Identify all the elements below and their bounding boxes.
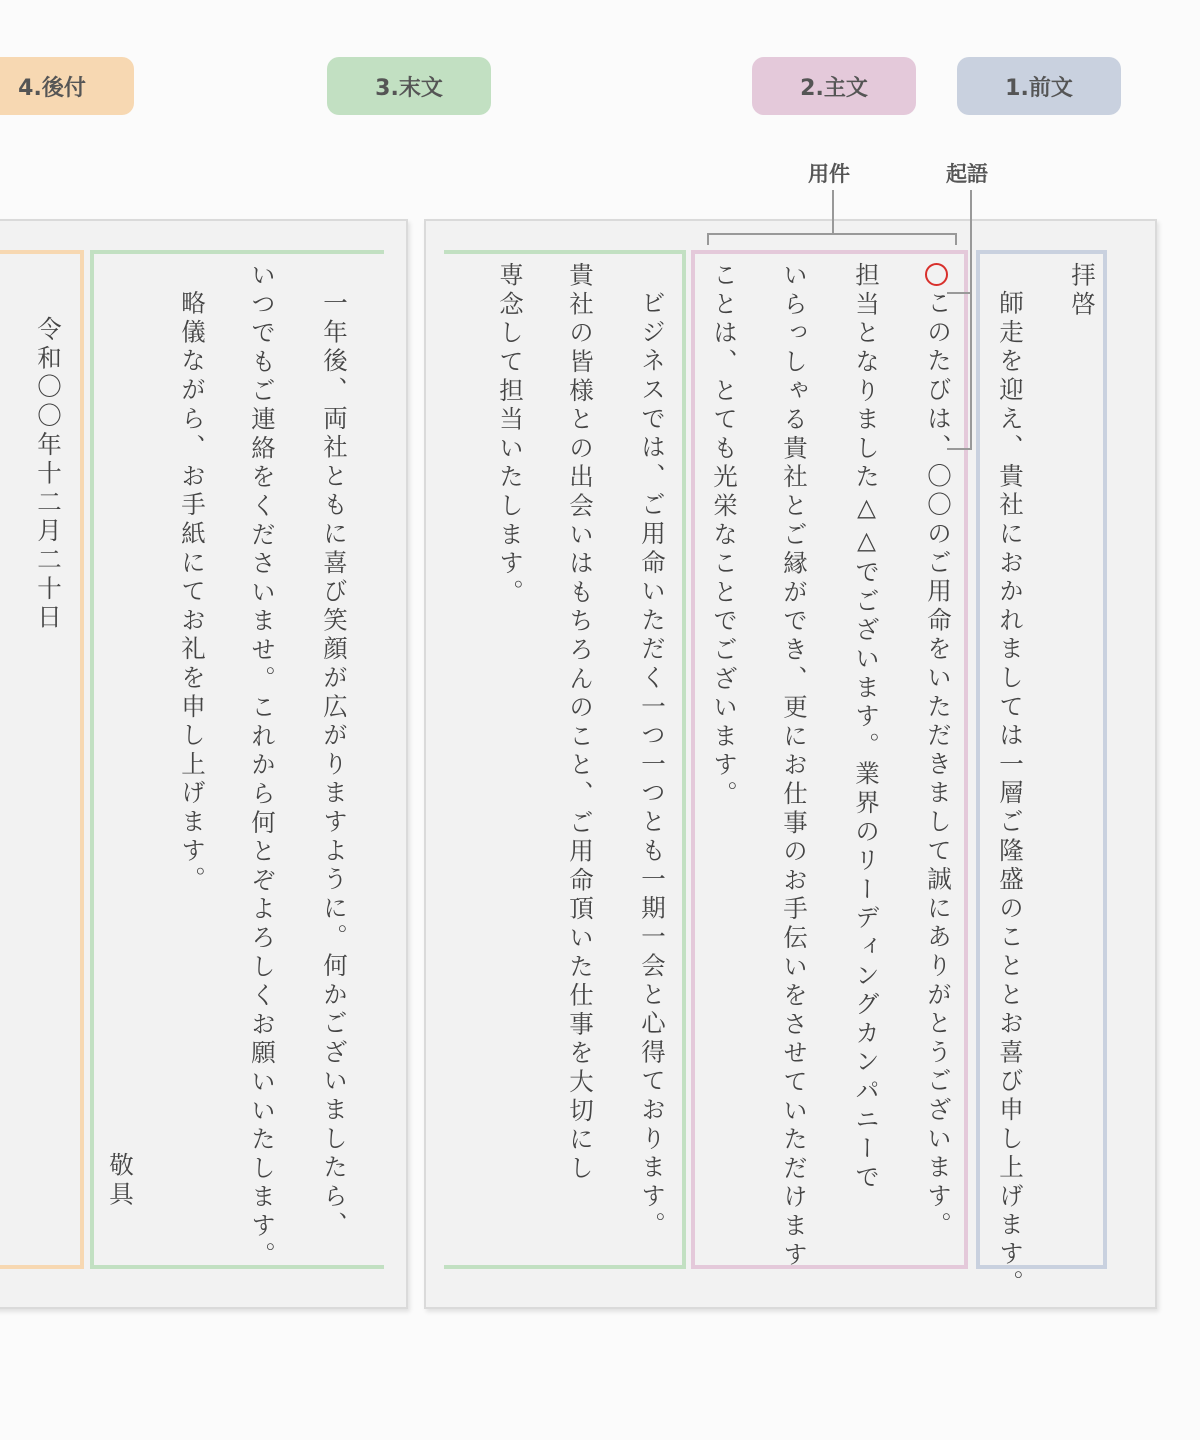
tag-shubun: 2.主文 — [752, 57, 916, 115]
label-youken: 用件 — [808, 162, 850, 186]
shubun-line-2: 担当となりました△△でございます。業界のリーディングカンパニーで — [852, 262, 881, 1193]
zenbun-text: 師走を迎え、貴社におかれましては一層ご隆盛のこととお喜び申し上げます。 — [996, 290, 1025, 1298]
shubun-line-4: ことは、とても光栄なことでございます。 — [710, 262, 739, 810]
matsubun-line-5: いつでもご連絡をくださいませ。これから何とぞよろしくお願いいたします。 — [248, 262, 277, 1270]
youken-bracket — [707, 233, 957, 245]
tag-zenbun: 1.前文 — [957, 57, 1121, 115]
matsubun-line-6: 略儀ながら、お手紙にてお礼を申し上げます。 — [178, 290, 207, 895]
matsubun-line-3: 専念して担当いたします。 — [496, 262, 525, 608]
matsubun-line-1: ビジネスでは、ご用命いただく一つ一つとも一期一会と心得ております。 — [638, 290, 667, 1241]
haikei-text: 拝啓 — [1068, 262, 1097, 320]
shubun-line-1: このたびは、〇〇のご用命をいただきまして誠にありがとうございます。 — [924, 290, 953, 1241]
youken-stem — [832, 190, 834, 233]
tag-atozuke: 4.後付 — [0, 57, 134, 115]
date-text: 令和〇〇年十二月二十日 — [34, 316, 63, 633]
shubun-line-3: いらっしゃる貴社とご縁ができ、更にお仕事のお手伝いをさせていただけます — [780, 262, 809, 1270]
matsubun-line-2: 貴社の皆様との出会いはもちろんのこと、ご用命頂いた仕事を大切にし — [566, 262, 595, 1184]
matsubun-line-4: 一年後、両社ともに喜び笑顔が広がりますように。何かございましたら、 — [320, 290, 349, 1241]
circle-mark — [925, 263, 948, 286]
keigu-text: 敬具 — [106, 1152, 135, 1210]
label-kigo: 起語 — [946, 162, 988, 186]
tag-matsubun: 3.末文 — [327, 57, 491, 115]
